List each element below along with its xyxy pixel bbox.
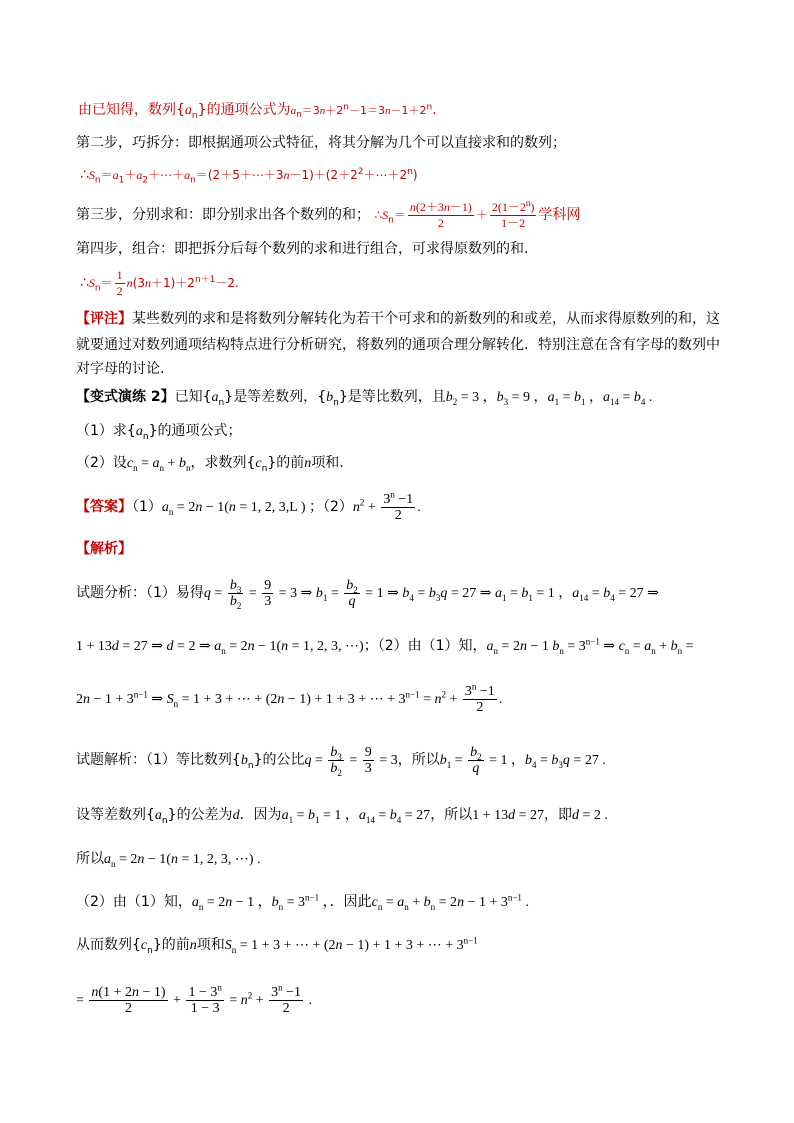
math: $b_2 = 3$ ，$b_3 = 9$ ，$a_1 = b_1$ ，$a_{14} = b_4$ . (445, 390, 653, 407)
math: $S_n = 1 + 3$ + ⋯ + (2n − 1) + 1 + 3 + ⋯ + $3^{n-1}$ (224, 935, 478, 955)
math: $\{c_n\}$ (246, 455, 277, 474)
text-line-16: 1 + 13d = 27 ⇒ d = 2 ⇒ $a_n = 2n - 1(n = 1$, 2, 3, ⋯)；（2）由（1）知，$a_n = 2n - 1$ $b_n = 3^{n-1}$ ⇒ $c_n = a_n + b_n$ = (76, 636, 694, 656)
math: $a_n = 2n - 1(n = 1$, 2, 3, ⋯) . (104, 852, 261, 869)
text-line-8: 就要通过对数列通项结构特点进行分析研究，将数列的通项合理分解转化．特别注意在含有字母的数列中 (76, 337, 720, 353)
math: $a_n = 2n - 1(n = 1$, 2, 3,L ) ； (161, 500, 323, 517)
math: q = $\frac{b_3}{b_2}$ = $\frac{9}{3}$ = 3 (304, 745, 398, 779)
math: $\{b_n\}$ (317, 389, 348, 408)
text-line-2: 第二步，巧拆分：即根据通项公式特征，将其分解为几个可以直接求和的数列； (76, 135, 566, 151)
text-line-9: 对字母的讨论. (76, 361, 165, 377)
text-line-12: （2）设$c_n = a_n + b_n$，求数列$\{c_n\}$的前n项和. (76, 455, 344, 474)
math: $S_n=a_1+a_2+\cdots+a_n=(2+5+\cdots+3n-1)+(2+2^2+\cdots+2^n)$ (88, 167, 418, 186)
math: $\{a_n\}$ (202, 389, 234, 408)
text-line-20: 所以$a_n = 2n - 1(n = 1$, 2, 3, ⋯) . (76, 851, 261, 869)
text-line-5: 第四步，组合：即把拆分后每个数列的求和进行组合，可求得原数列的和. (76, 241, 529, 257)
math: d = 2 . (572, 808, 608, 823)
math: $a_n = 2n - 1$ ，$b_n = 3^{n-1}$ ， (191, 892, 330, 912)
math: $2n - 1 + 3^{n-1}$ ⇒ $S_n = 1 + 3$ + ⋯ + (2n − 1) + 1 + 3 + ⋯ + $3^{n-1} = n^2$ + $\frac{3^n -1}{2}$ . (76, 681, 503, 716)
math: $n^2$ + $\frac{3^n -1}{2}$ . (352, 489, 421, 524)
text-line-4: 第三步，分别求和：即分别求出各个数列的和； $\therefore S_n=$ $\frac{n(2+3n-1)}{2}$ ＋ $\frac{2(1-2^n)}{1-2}$ 学科网 (76, 198, 581, 230)
math: $c_n = a_n + b_n$ (126, 456, 191, 473)
text-line-6: $\therefore S_n=$ $\frac{1}{2}$ $n(3n+1)+2^{n+1}-2$. (80, 268, 239, 298)
text-line-14: 【解析】 (76, 541, 132, 557)
math: $\therefore S_n=$ $\frac{n(2+3n-1)}{2}$ ＋ $\frac{2(1-2^n)}{1-2}$ (374, 198, 535, 230)
math: $c_n = a_n + b_n = 2n - 1 + 3^{n-1}$ . (371, 892, 529, 912)
text-line-19: 设等差数列$\{a_n\}$的公差为d．因为$a_1 = b_1 = 1$ ，$a_{14} = b_4 = 27$，所以1 + 13d = 27，即d = 2 . (76, 807, 608, 826)
math: q = $\frac{b_3}{b_2}$ = $\frac{9}{3}$ = 3 ⇒ $b_1$ = $\frac{b_2}{q}$ = 1 ⇒ $b_4 = b_3q = 27$ ⇒ $a_1 = b_1 = 1$ ，$a_{14} = b_4 = 27$ ⇒ (203, 578, 659, 612)
math: $\{a_n\}$ (146, 807, 177, 826)
math: 1 + 13d = 27 (472, 808, 544, 823)
text-line-22: 从而数列$\{c_n\}$的前n项和$S_n = 1 + 3$ + ⋯ + (2n − 1) + 1 + 3 + ⋯ + $3^{n-1}$ (76, 935, 478, 956)
math: $a_1 = b_1 = 1$ ，$a_{14} = b_4 = 27$ (281, 808, 431, 825)
math: $b_1$ = $\frac{b_2}{q}$ = 1 ，$b_4 = b_3q = 27$ . (439, 745, 606, 777)
math: n (189, 938, 197, 953)
text-line-15: 试题分析：（1）易得q = $\frac{b_3}{b_2}$ = $\frac{9}{3}$ = 3 ⇒ $b_1$ = $\frac{b_2}{q}$ = 1 ⇒ $b_4 = b_3q = 27$ ⇒ $a_1 = b_1 = 1$ ，$a_{14} = b_4 = 27$ ⇒ (76, 578, 659, 612)
math: $\{a_n\}$ (176, 102, 207, 121)
math: $a_n=3n+2^n-1=3n-1+2^n$ (290, 102, 433, 121)
math: $\{a_n\}$ (126, 423, 158, 442)
math: $a_n = 2n - 1$ $b_n = 3^{n-1}$ ⇒ $c_n = a_n + b_n$ = (486, 636, 694, 656)
text-line-10: 【变式演练 2】已知$\{a_n\}$是等差数列，$\{b_n\}$是等比数列，且$b_2 = 3$ ，$b_3 = 9$ ，$a_1 = b_1$ ，$a_{14} = b_4$ . (76, 389, 653, 408)
text-line-18: 试题解析：（1）等比数列$\{b_n\}$的公比q = $\frac{b_3}{b_2}$ = $\frac{9}{3}$ = 3，所以$b_1$ = $\frac{b_2}{q}$ = 1 ，$b_4 = b_3q = 27$ . (76, 745, 606, 779)
text-line-17 (76, 682, 502, 716)
math: d (232, 808, 240, 823)
text-line-11: （1）求$\{a_n\}$的通项公式； (76, 423, 242, 442)
text-line-3: $\therefore S_n=a_1+a_2+\cdots+a_n=(2+5+\cdots+3n-1)+(2+2^2+\cdots+2^n)$ (80, 167, 418, 186)
math: 1 + 13d = 27 ⇒ d = 2 ⇒ $a_n = 2n - 1(n = 1$, 2, 3, ⋯) (76, 639, 364, 656)
watermark-text: 学科网 (538, 207, 581, 223)
math: $S_n=$ $\frac{1}{2}$ $n(3n+1)+2^{n+1}-2$. (88, 268, 239, 298)
math: $\{c_n\}$ (132, 937, 162, 956)
text-line-7: 【评注】某些数列的求和是将数列分解转化为若干个可求和的新数列的和或差，从而求得原数列的和，这 (76, 311, 720, 327)
text-line-13: 【答案】$(1)a_n = 2n - 1(n = 1$, 2, 3,L ) ；$(2)n^2$ + $\frac{3^n -1}{2}$ . (76, 489, 421, 524)
math: n (304, 456, 312, 471)
text-line-23 (76, 982, 312, 1018)
math: $\{b_n\}$ (231, 752, 263, 771)
text-line-1: 由已知得，数列$\{a_n\}$的通项公式为$a_n=3n+2^n-1=3n-1+2^n$. (78, 102, 437, 121)
math: = $\frac{n(1 + 2n - 1)}{2}$ + $\frac{1 - 3^n}{1 - 3}$ = $n^2$ + $\frac{3^n -1}{2}$ . (76, 982, 313, 1017)
text-line-21: （2）由（1）知，$a_n = 2n - 1$ ，$b_n = 3^{n-1}$ ，．因此$c_n = a_n + b_n = 2n - 1 + 3^{n-1}$ . (76, 892, 529, 912)
